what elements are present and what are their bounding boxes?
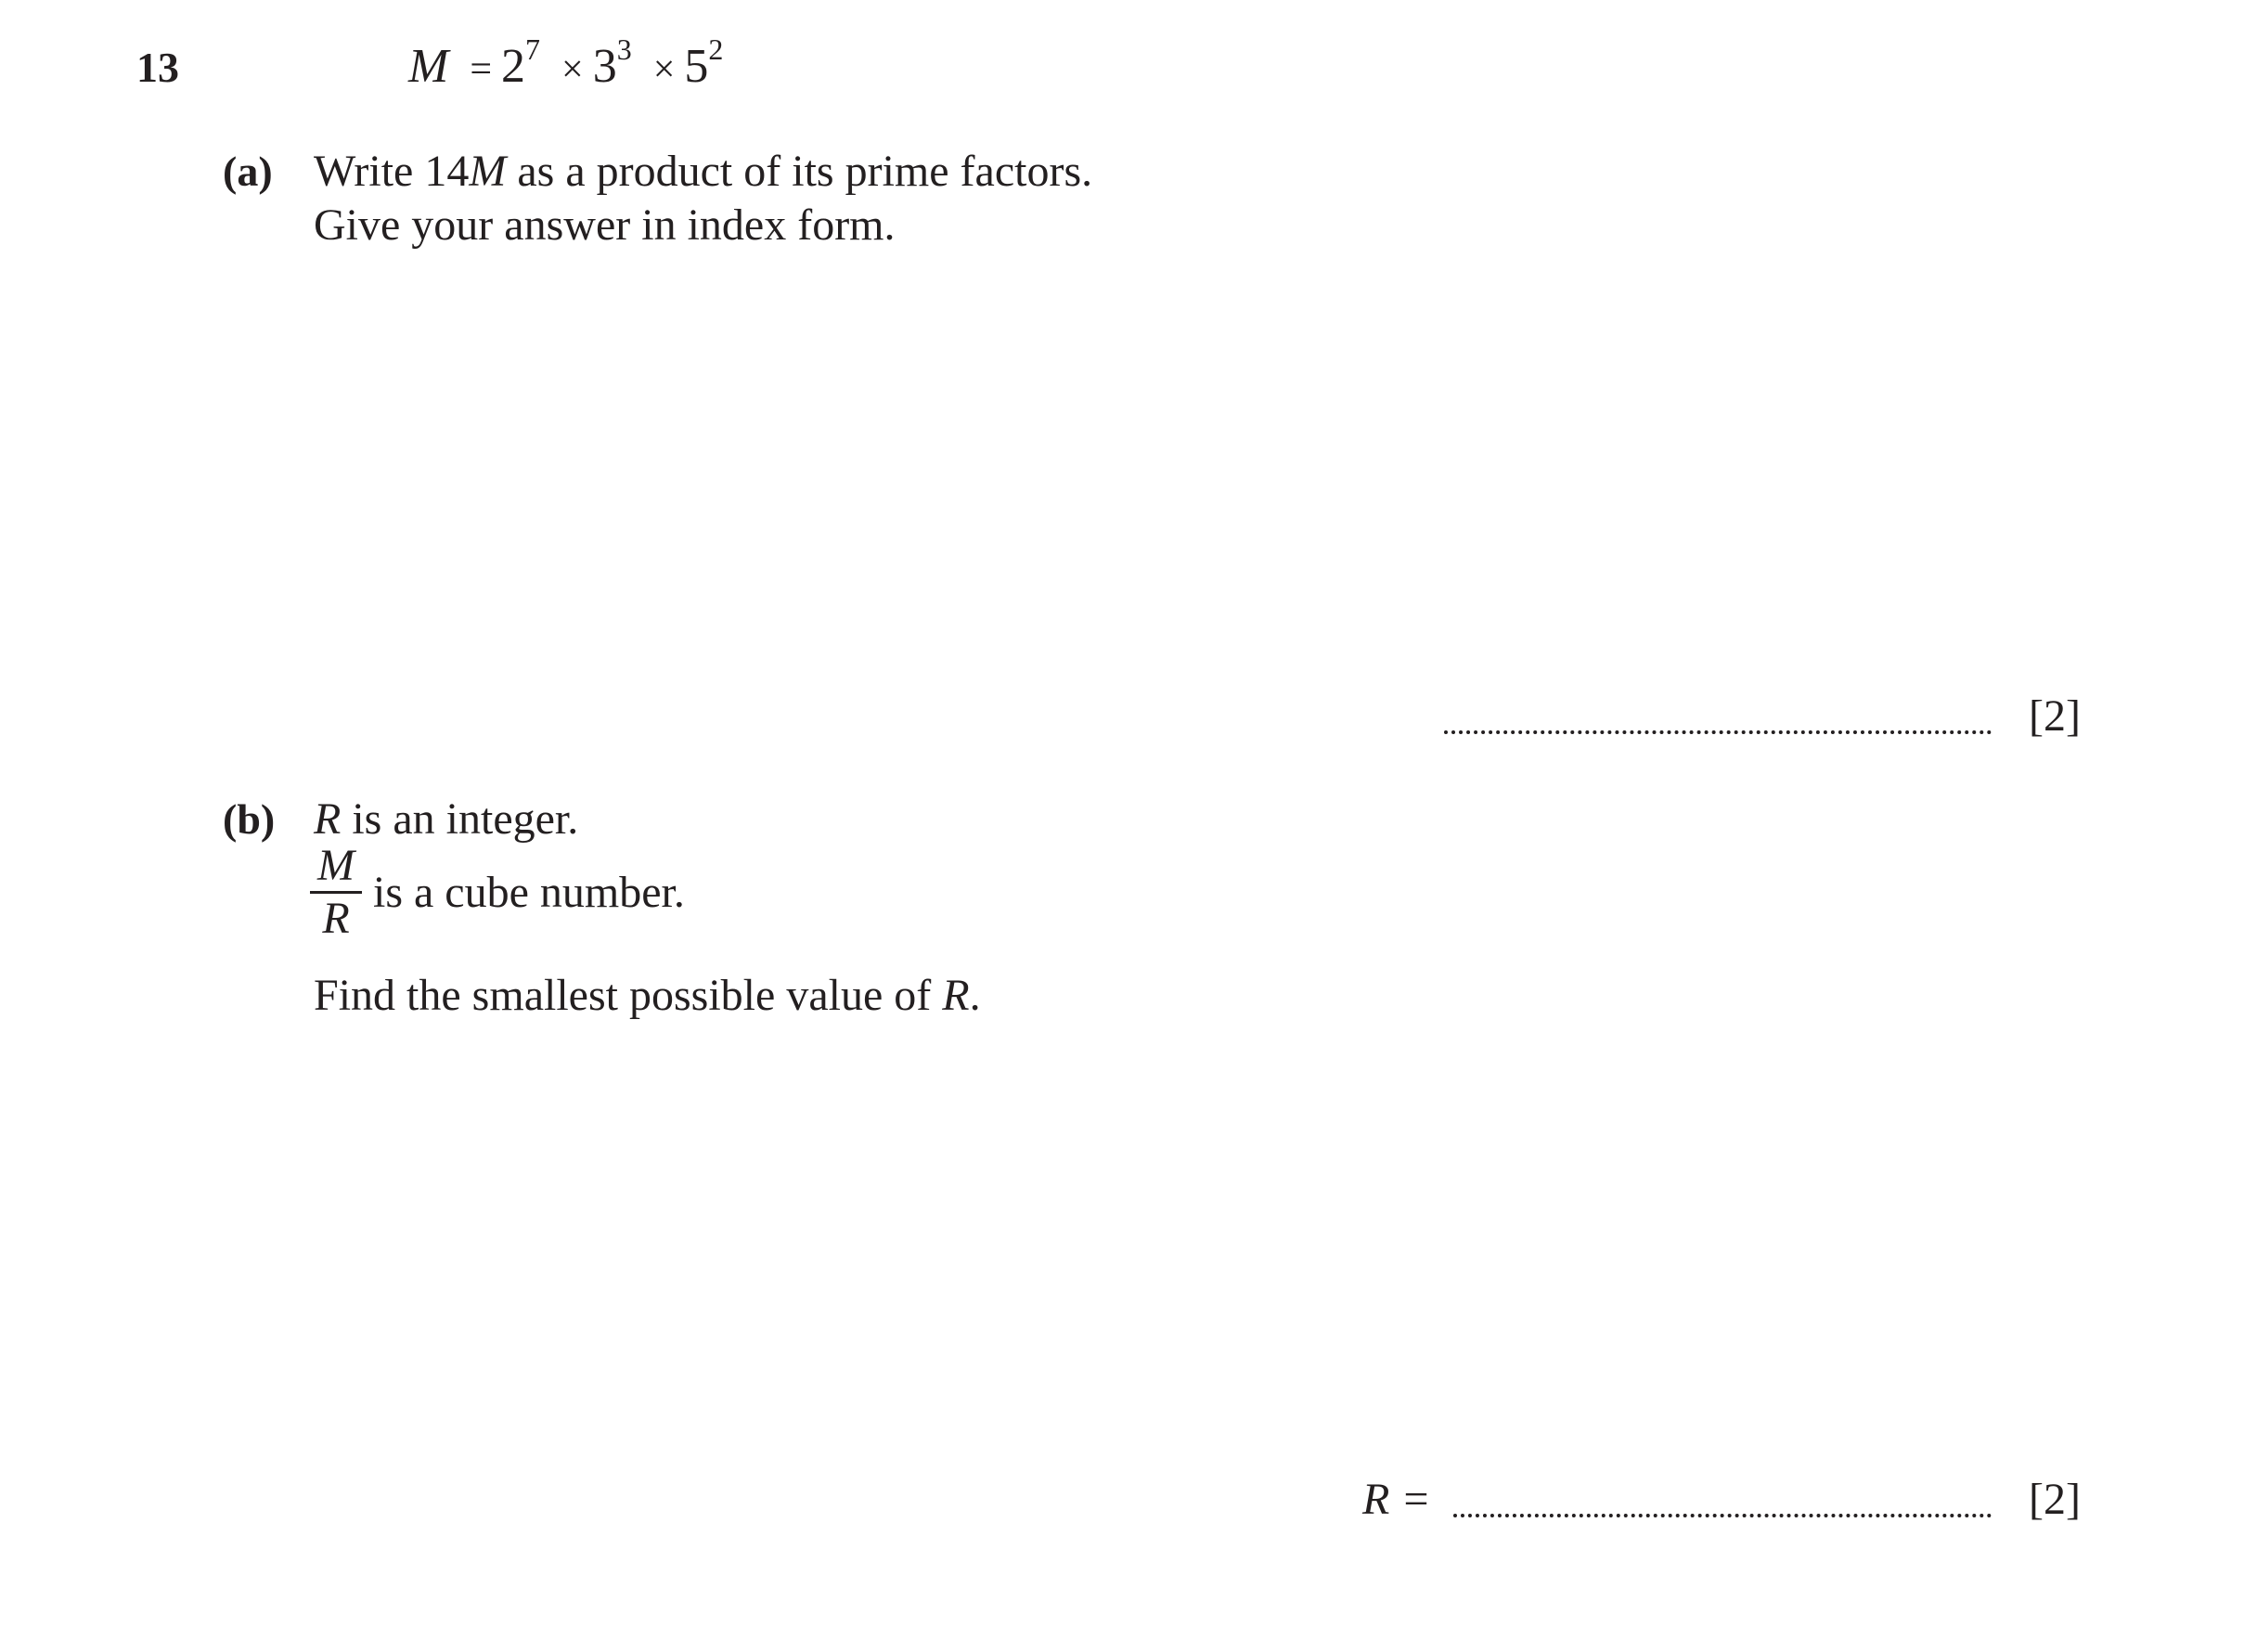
part-b-line-2: is a cube number. xyxy=(372,867,685,917)
part-a-line-1-pre: Write 14 xyxy=(314,147,470,196)
part-a-answer-line[interactable] xyxy=(1444,730,1992,734)
part-b-line-1-post: is an integer. xyxy=(341,794,579,844)
factor-exp-3: 2 xyxy=(708,32,724,66)
part-b-fraction-line xyxy=(314,841,685,943)
given-variable: M xyxy=(408,40,449,93)
part-b-instruction xyxy=(314,969,981,1023)
fraction-denominator: R xyxy=(310,891,362,940)
part-b-instruction-variable: R xyxy=(942,971,970,1020)
part-a-line-1-post: as a product of its prime factors. xyxy=(506,147,1093,196)
part-b-line-1 xyxy=(314,793,578,846)
factor-exp-1: 7 xyxy=(525,32,541,66)
part-a-answer-row xyxy=(1444,694,1992,745)
factor-exp-2: 3 xyxy=(616,32,632,66)
part-b-answer-prefix: R = xyxy=(1362,1475,1431,1524)
part-a-label: (a) xyxy=(223,148,273,195)
part-b-instruction-post: . xyxy=(969,971,981,1020)
factor-base-1: 2 xyxy=(501,40,526,93)
part-b-variable: R xyxy=(314,794,342,844)
part-a-marks: [2] xyxy=(2029,691,2081,741)
part-b-answer-row xyxy=(1453,1478,1992,1529)
part-a-line-1 xyxy=(314,145,1092,199)
part-a-question xyxy=(314,145,1092,252)
fraction-numerator: M xyxy=(317,841,355,890)
part-b-marks: [2] xyxy=(2029,1475,2081,1524)
part-a-line-2: Give your answer in index form. xyxy=(314,200,896,250)
part-b-instruction-pre: Find the smallest possible value of xyxy=(314,971,943,1020)
times-sign-1: × xyxy=(561,48,584,91)
given-expression xyxy=(408,32,724,94)
fraction-m-over-r xyxy=(314,841,358,943)
factor-base-2: 3 xyxy=(592,40,617,93)
equals-sign: = xyxy=(470,48,493,91)
part-b-label: (b) xyxy=(223,795,276,843)
factor-base-3: 5 xyxy=(684,40,709,93)
part-a-variable: M xyxy=(469,147,507,196)
part-b-answer-line[interactable] xyxy=(1453,1514,1992,1517)
question-number: 13 xyxy=(136,44,179,91)
times-sign-2: × xyxy=(652,48,676,91)
